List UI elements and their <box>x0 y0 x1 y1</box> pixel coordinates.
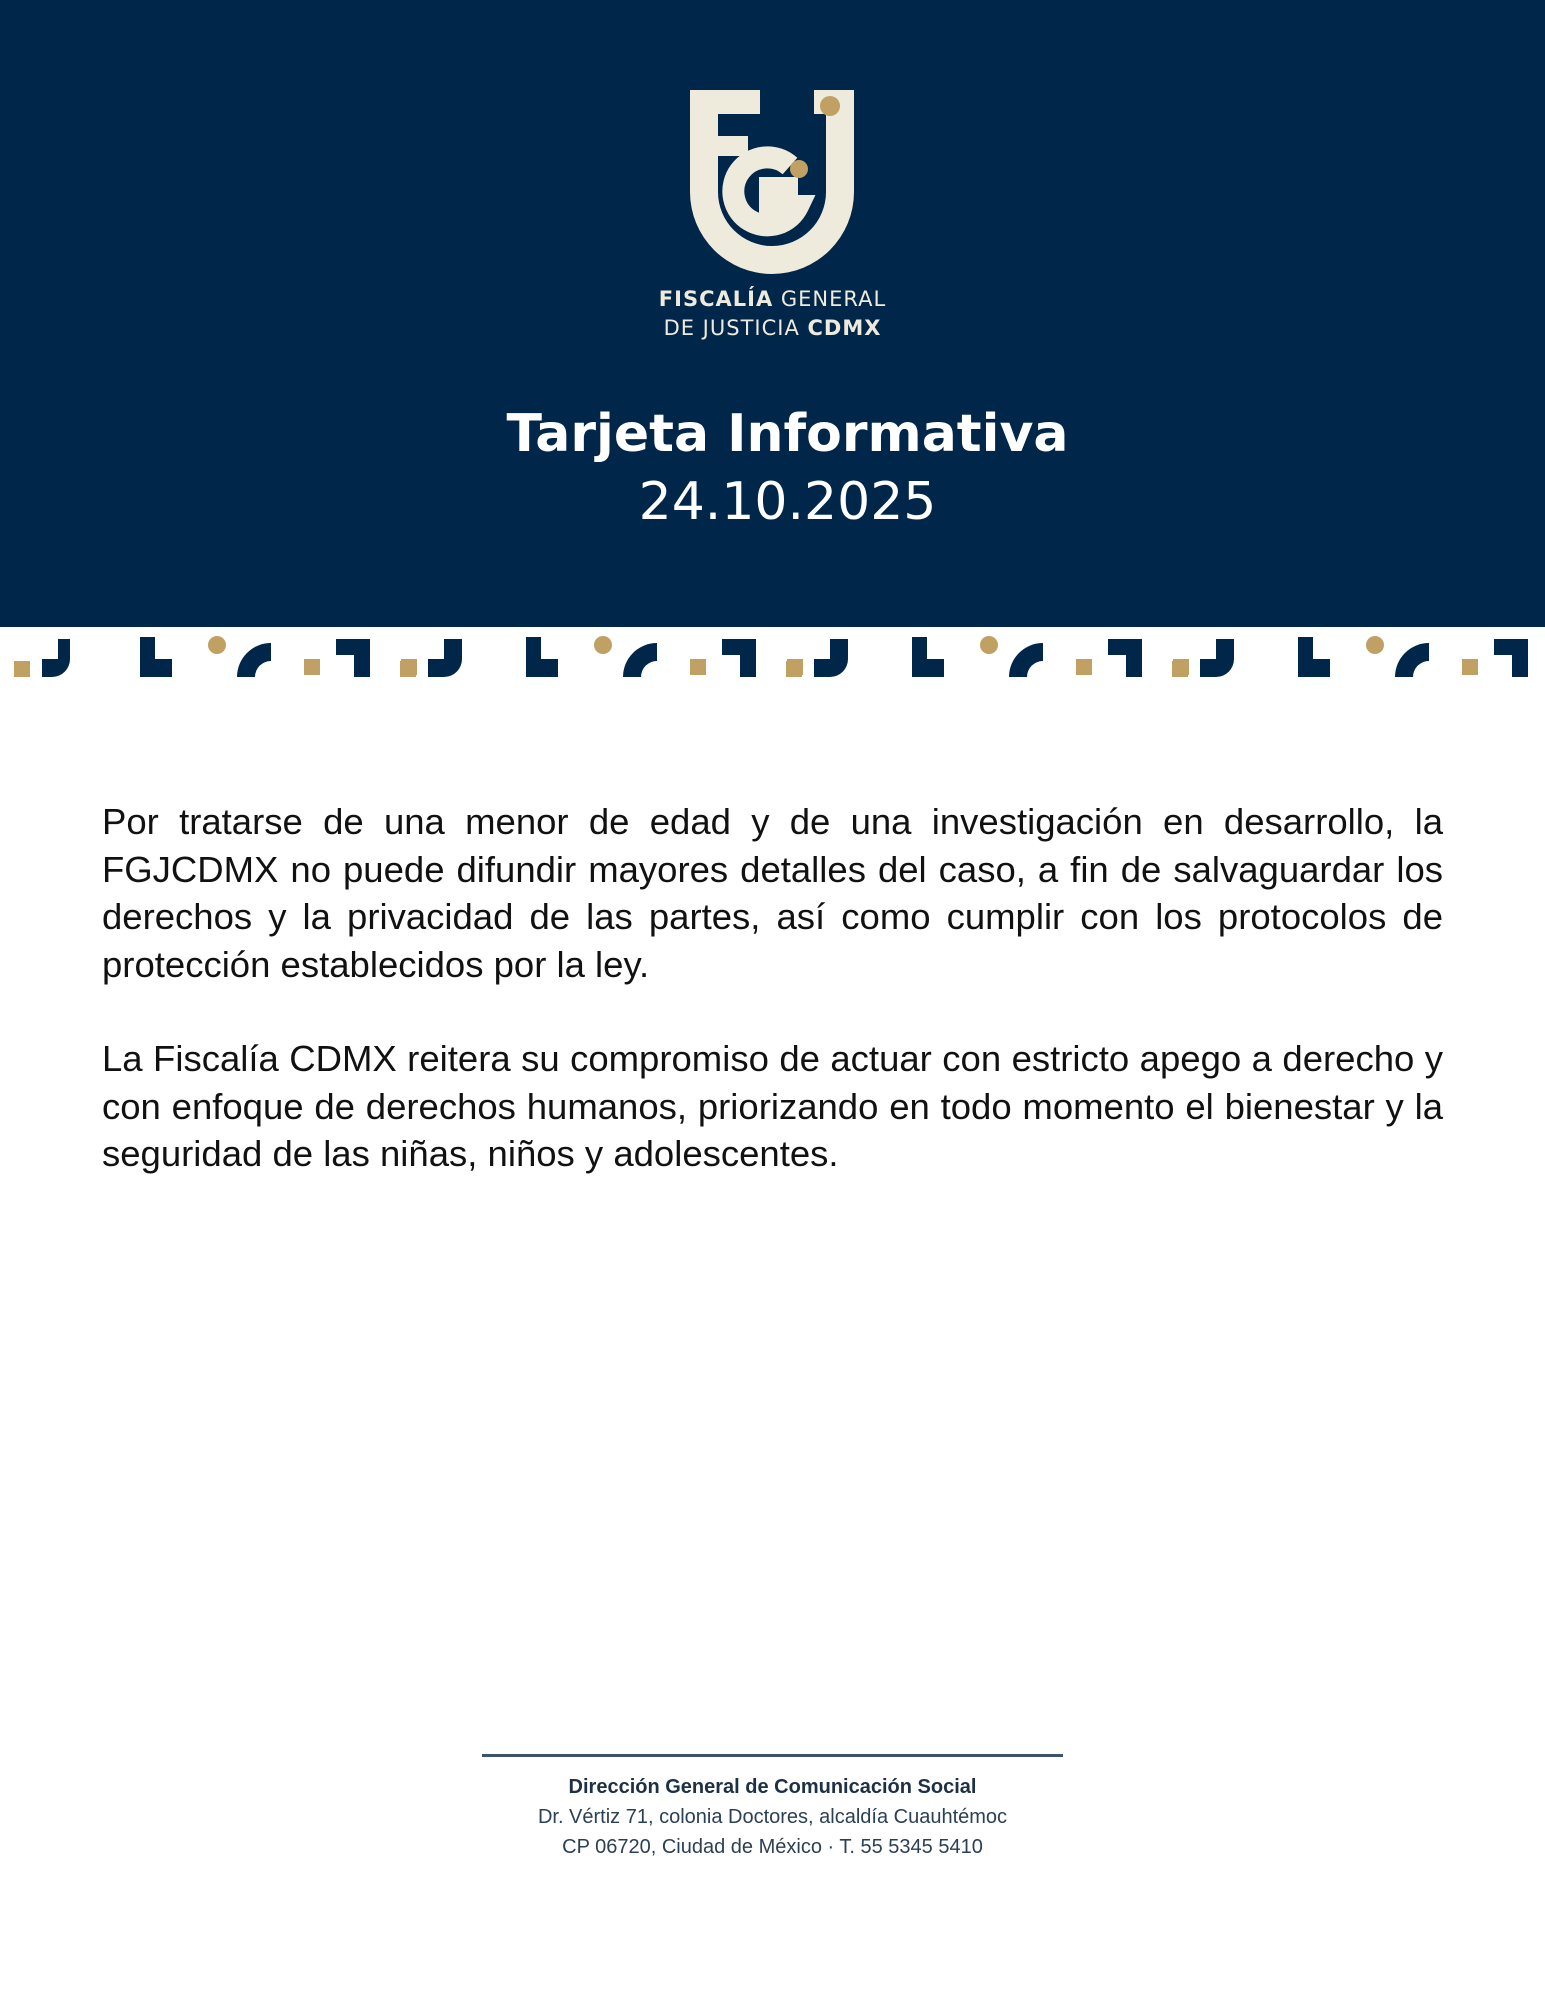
header-banner <box>0 0 1545 627</box>
org-name-line2 <box>0 314 1545 342</box>
page-date: 24.10.2025 <box>638 472 937 532</box>
body-content <box>102 798 1443 1225</box>
body-paragraph-1: Por tratarse de una menor de edad y de una investigación en desarrollo, la FGJCDMX no puede difundir mayores detalles del caso, a fin de salvaguardar los derechos y la privacidad de las partes, así como cumplir con los protocolos de protección establecidos por la ley. <box>102 801 1443 985</box>
org-name-de-justicia: DE JUSTICIA <box>663 316 808 340</box>
footer-address-line1: Dr. Vértiz 71, colonia Doctores, alcaldía Cuauhtémoc <box>537 1806 1008 1828</box>
org-name-cdmx: CDMX <box>807 316 882 340</box>
footer-divider <box>482 1754 1063 1757</box>
org-name-line1 <box>0 285 1545 313</box>
footer-department: Dirección General de Comunicación Social <box>568 1776 977 1798</box>
page-title: Tarjeta Informativa <box>506 404 1069 464</box>
fgj-logo-icon <box>690 90 854 278</box>
decorative-pattern-strip <box>0 627 1545 677</box>
org-name-fiscalia: FISCALÍA <box>658 287 774 311</box>
org-name-general: GENERAL <box>773 287 887 311</box>
body-paragraph-2: La Fiscalía CDMX reitera su compromiso de actuar con estricto apego a derecho y con enfoque de derechos humanos, priorizando en todo momento el bienestar y la seguridad de las niñas, niños y adolescentes. <box>102 1038 1443 1174</box>
footer-address-line2: CP 06720, Ciudad de México · T. 55 5345 5410 <box>562 1836 983 1858</box>
